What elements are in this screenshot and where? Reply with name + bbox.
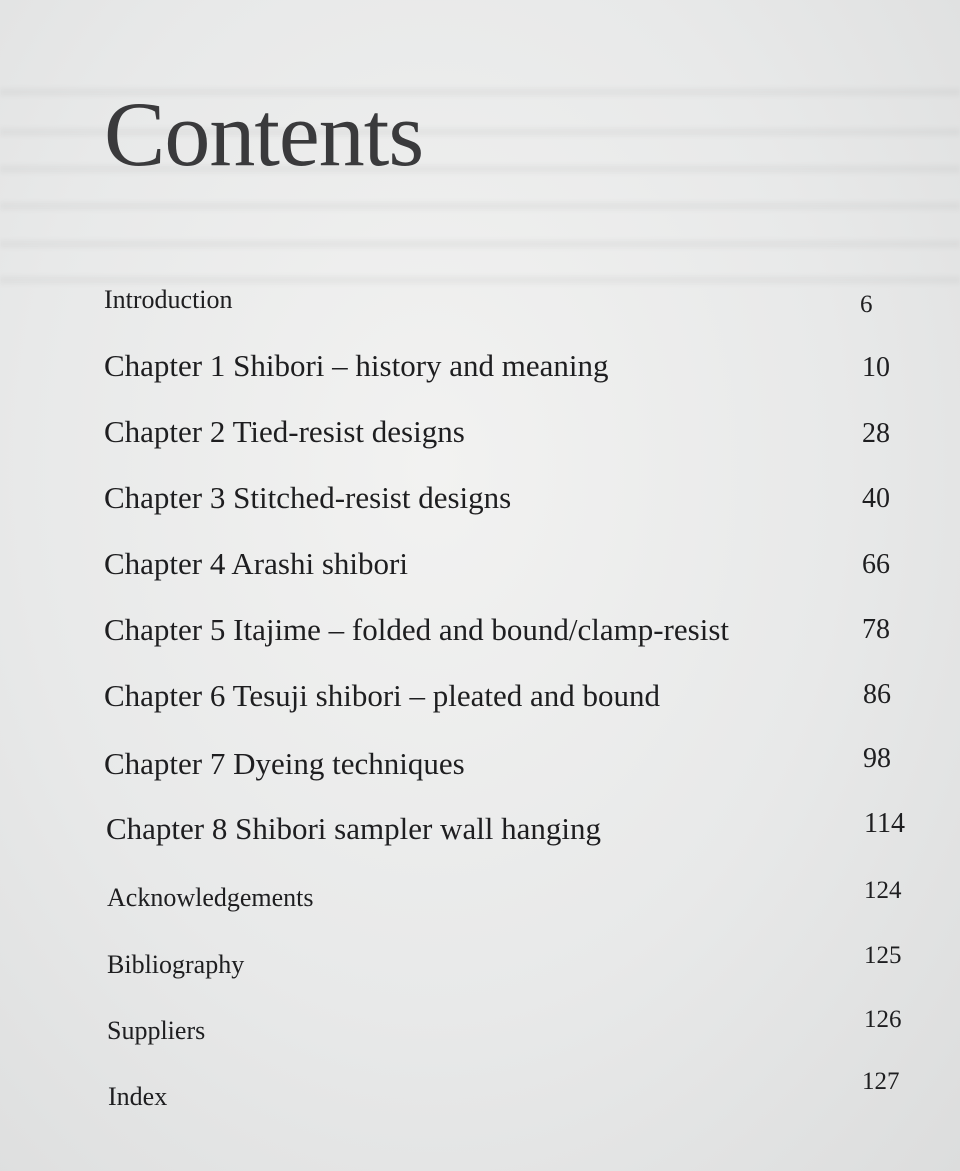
page-title: Contents xyxy=(104,82,424,185)
toc-entry-page: 40 xyxy=(862,483,890,514)
toc-entry-title: Chapter 7 Dyeing techniques xyxy=(104,746,465,781)
toc-entry-page: 114 xyxy=(864,808,905,839)
toc-entry-title: Introduction xyxy=(104,285,233,314)
show-through-line xyxy=(0,240,960,248)
toc-entry-title: Chapter 5 Itajime – folded and bound/clamp-resist xyxy=(104,612,729,647)
toc-entry-title: Acknowledgements xyxy=(107,883,314,912)
toc-entry-page: 78 xyxy=(862,614,890,645)
toc-entry-page: 28 xyxy=(862,418,890,449)
show-through-line xyxy=(0,202,960,210)
toc-entry-title: Index xyxy=(108,1082,168,1111)
toc-entry-page: 127 xyxy=(862,1068,900,1095)
toc-entry-title: Chapter 3 Stitched-resist designs xyxy=(104,480,512,515)
toc-entry-title: Chapter 2 Tied-resist designs xyxy=(104,414,465,449)
toc-entry-page: 98 xyxy=(863,743,891,774)
toc-entry-page: 124 xyxy=(864,877,902,904)
toc-entry-title: Bibliography xyxy=(107,950,245,979)
toc-entry-page: 10 xyxy=(862,352,890,383)
toc-entry-page: 6 xyxy=(860,291,873,318)
toc-entry-page: 125 xyxy=(864,942,902,969)
toc-entry-title: Chapter 1 Shibori – history and meaning xyxy=(104,348,609,383)
toc-entry-title: Chapter 4 Arashi shibori xyxy=(104,546,408,581)
toc-entry-title: Chapter 8 Shibori sampler wall hanging xyxy=(106,811,602,846)
toc-entry-title: Suppliers xyxy=(107,1016,206,1045)
toc-entry-page: 126 xyxy=(864,1006,902,1033)
toc-entry-title: Chapter 6 Tesuji shibori – pleated and bound xyxy=(104,678,661,713)
toc-entry-page: 66 xyxy=(862,549,890,580)
toc-entry-page: 86 xyxy=(863,679,891,710)
show-through-line xyxy=(0,276,960,284)
